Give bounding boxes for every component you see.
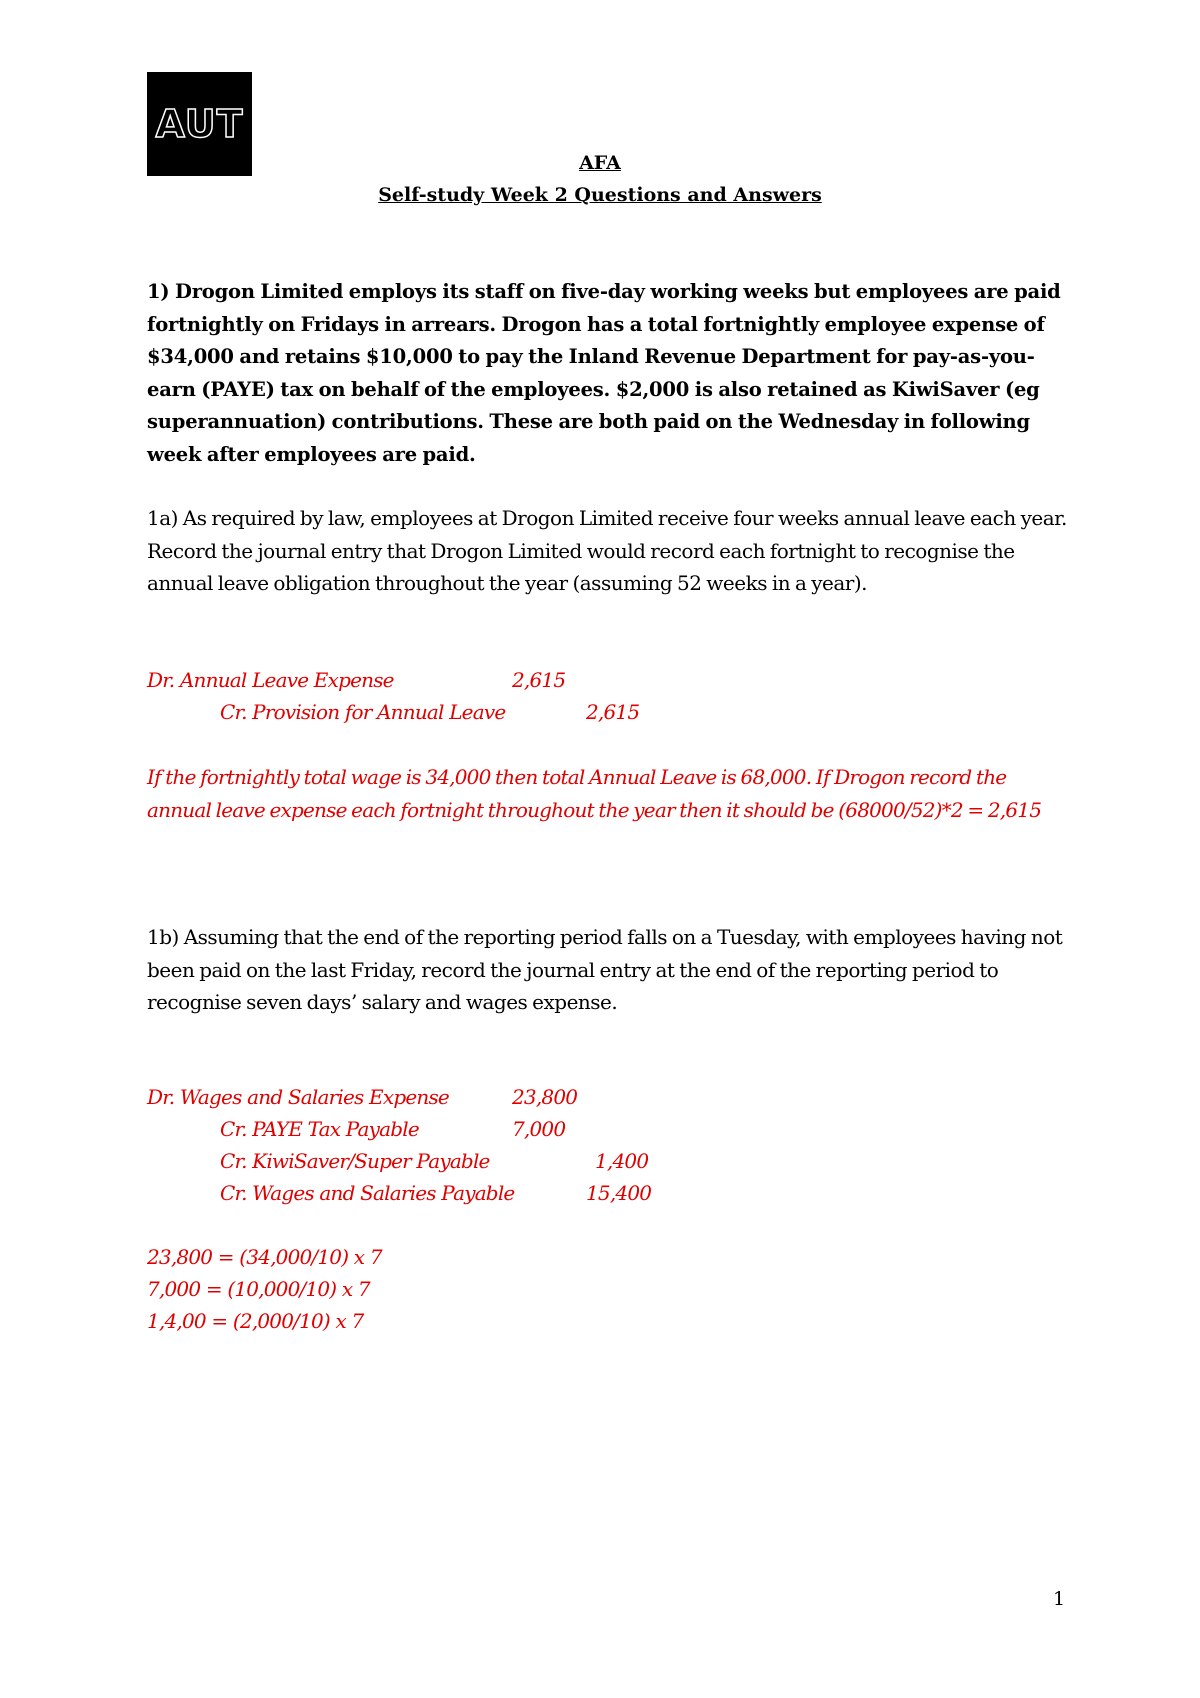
calculation-line: 1,4,00 = (2,000/10) x 7 — [147, 1309, 364, 1333]
journal-entry-account: Cr. KiwiSaver/Super Payable — [220, 1149, 490, 1173]
journal-entry-amount: 1,400 — [595, 1149, 649, 1173]
journal-entry-amount: 2,615 — [586, 700, 640, 724]
journal-entry-account: Cr. PAYE Tax Payable — [220, 1117, 419, 1141]
journal-entry-account: Dr. Annual Leave Expense — [147, 668, 394, 692]
journal-entry-account: Cr. Provision for Annual Leave — [220, 700, 506, 724]
question-1b-text: 1b) Assuming that the end of the reporting period falls on a Tuesday, with employees having not been paid on the last Friday, record the journal entry at the end of the reporting period to recognise seven days’ salary and wages expense. — [147, 925, 1063, 1014]
question-1a-text: 1a) As required by law, employees at Drogon Limited receive four weeks annual leave each year. Record the journal entry that Drogon Limited would record each fortnight to recognise the annual leave obligation throughout the year (assuming 52 weeks in a year). — [147, 506, 1067, 595]
page-number: 1 — [1053, 1588, 1066, 1610]
journal-entry-amount: 15,400 — [586, 1181, 652, 1205]
journal-entry-amount: 2,615 — [512, 668, 566, 692]
journal-entry-account: Dr. Wages and Salaries Expense — [147, 1085, 449, 1109]
document-subtitle: Self-study Week 2 Questions and Answers — [378, 184, 822, 206]
journal-entry-account: Cr. Wages and Salaries Payable — [220, 1181, 515, 1205]
document-title: AFA — [579, 152, 621, 174]
journal-entry-amount: 7,000 — [512, 1117, 566, 1141]
journal-entry-amount: 23,800 — [512, 1085, 578, 1109]
question-1-text: 1) Drogon Limited employs its staff on five-day working weeks but employees are paid fortnightly on Fridays in arrears. Drogon has a total fortnightly employee expense of $34,000 and retains $10,000 to pay the Inland Revenue Department for pay-as-you-earn (PAYE) tax on behalf of the employees. $2,000 is also retained as KiwiSaver (eg superannuation) contributions. These are both paid on the Wednesday in following week after employees are paid. — [147, 280, 1061, 466]
logo-text: AUT — [155, 102, 244, 146]
calculation-line: 7,000 = (10,000/10) x 7 — [147, 1277, 370, 1301]
q1a-explanation: If the fortnightly total wage is 34,000 then total Annual Leave is 68,000. If Drogon record the annual leave expense each fortnight throughout the year then it should be (68000/52)*2 = 2,615 — [147, 765, 1042, 822]
calculation-line: 23,800 = (34,000/10) x 7 — [147, 1245, 382, 1269]
